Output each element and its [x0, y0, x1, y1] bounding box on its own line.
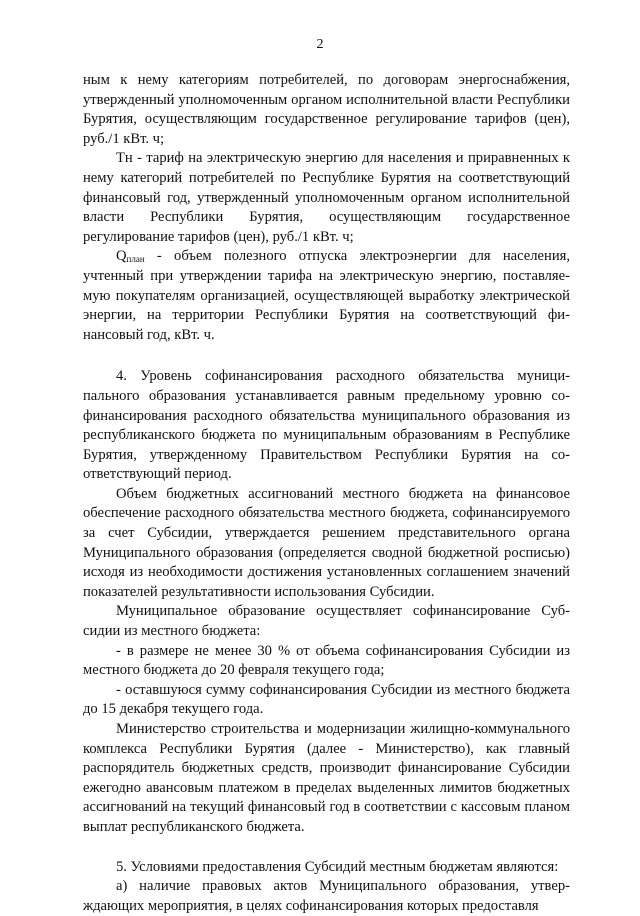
paragraph-text: - объем полезного отпуска электроэнергии для населения, учтенный при утверждении тарифа на электрическую энергию, поставляемую покупателям организацией, осуществляющей выработку электрической энергии, на территории Республики Бурятия на соответствующий финансовый год, кВт. ч. [83, 248, 570, 343]
paragraph: - в размере не менее 30 % от объема софинансирования Субсидии из местного бюджета до 20 февраля текущего года; [83, 642, 570, 679]
formula-subscript: план [126, 254, 145, 265]
paragraph [83, 247, 570, 345]
paragraph: а) наличие правовых актов Муниципального образования, утверждающих мероприятия, в целях софинансирования которых предоставля [83, 878, 570, 914]
paragraph: ным к нему категориям потребителей, по договорам энергоснабжения, утвержденный уполномоченным органом исполнительной власти Республики Бурятия, осуществляющим государственное регулирование тарифов (цен), руб./1 кВт. ч; [83, 72, 570, 147]
formula-symbol: Q [116, 248, 127, 265]
paragraph: 4. Уровень софинансирования расходного обязательства муниципального образования устанавливается равным предельному уровню софинансирования расходного обязательства муниципального образования из республиканского бюджета по муниципальным образованиям в Республике Бурятия, утвержденному Правительством Республики Бурятия на соответствующий период. [83, 368, 570, 483]
document-body [83, 71, 570, 916]
section-gap [83, 838, 570, 858]
paragraph: Объем бюджетных ассигнований местного бюджета на финансовое обеспечение расходного обязательства местного бюджета, софинансируемого за счет Субсидии, утверждается решением представительного органа Муниципального образования (определяется сводной бюджетной росписью) исходя из необходимости достижения установленных соглашением значений показателей результативности использования Субсидии. [83, 485, 570, 600]
paragraph: - оставшуюся сумму софинансирования Субсидии из местного бюджета до 15 декабря текущего года. [83, 681, 570, 718]
paragraph: 5. Условиями предоставления Субсидий местным бюджетам являются: [116, 858, 559, 875]
section-gap [83, 345, 570, 367]
page-number: 2 [316, 37, 324, 52]
paragraph: Тн - тариф на электрическую энергию для населения и приравненных к нему категорий потребителей по Республике Бурятия на соответствующий финансовый год, утвержденный уполномоченным органом исполнительной власти Республики Бурятия, осуществляющим государственное регулирование тарифов (цен), руб./1 кВт. ч; [83, 150, 570, 245]
paragraph: Министерство строительства и модернизации жилищно-коммунального комплекса Республики Бурятия (далее - Министерство), как главный распорядитель бюджетных средств, производит финансирование Субсидии ежегодно авансовым платежом в пределах выделенных лимитов бюджетных ассигнований на текущий финансовый год в соответствии с кассовым планом выплат республиканского бюджета. [83, 721, 570, 835]
paragraph: Муниципальное образование осуществляет софинансирование Субсидии из местного бюджета: [83, 603, 570, 640]
